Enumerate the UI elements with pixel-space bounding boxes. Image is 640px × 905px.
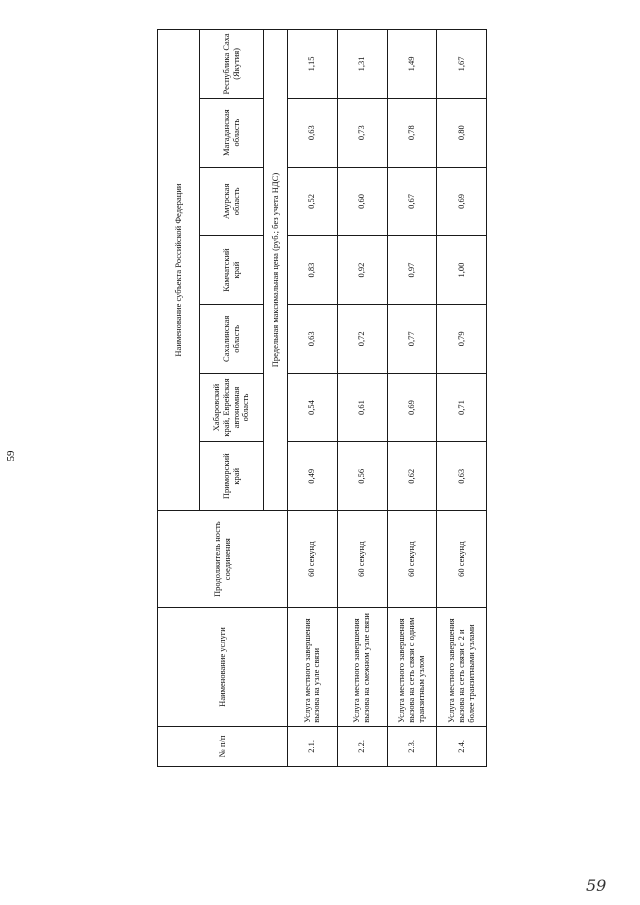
col-header-duration: Продолжитель ность соединения <box>158 511 288 608</box>
price-cell: 0,63 <box>288 98 338 167</box>
row-duration: 60 секунд <box>288 511 338 608</box>
region-header: Амурская область <box>200 167 264 236</box>
price-cell: 0,49 <box>288 442 338 511</box>
handwritten-page-number: 59 <box>586 876 607 895</box>
region-header: Магаданская область <box>200 98 264 167</box>
price-cell: 0,63 <box>437 442 487 511</box>
price-header: Предельная максимальная цена (руб.; без учета НДС) <box>264 30 288 511</box>
rotated-table-container <box>157 29 487 767</box>
price-cell: 1,49 <box>387 30 437 99</box>
row-number: 2.4. <box>437 726 487 766</box>
row-duration: 60 секунд <box>437 511 487 608</box>
table-row <box>288 30 338 767</box>
page-number: 59 <box>5 450 17 462</box>
table-row <box>337 30 387 767</box>
price-cell: 0,78 <box>387 98 437 167</box>
price-cell: 0,54 <box>288 373 338 442</box>
price-cell: 0,77 <box>387 304 437 373</box>
price-cell: 0,69 <box>437 167 487 236</box>
row-duration: 60 секунд <box>337 511 387 608</box>
row-duration: 60 секунд <box>387 511 437 608</box>
price-cell: 0,67 <box>387 167 437 236</box>
price-cell: 0,83 <box>288 236 338 305</box>
row-number: 2.3. <box>387 726 437 766</box>
price-cell: 0,71 <box>437 373 487 442</box>
table-row <box>437 30 487 767</box>
price-cell: 0,69 <box>387 373 437 442</box>
price-cell: 1,31 <box>337 30 387 99</box>
row-service: Услуга местного завершения вызова на узле связи <box>288 608 338 726</box>
tariff-table <box>157 29 487 767</box>
price-cell: 0,56 <box>337 442 387 511</box>
region-header: Приморский край <box>200 442 264 511</box>
region-header: Сахалинская область <box>200 304 264 373</box>
price-cell: 0,79 <box>437 304 487 373</box>
row-number: 2.1. <box>288 726 338 766</box>
price-cell: 0,61 <box>337 373 387 442</box>
price-cell: 0,92 <box>337 236 387 305</box>
row-service: Услуга местного завершения вызова на смежном узле связи <box>337 608 387 726</box>
row-service: Услуга местного завершения вызова на сеть связи с одним транзитным узлом <box>387 608 437 726</box>
price-cell: 0,62 <box>387 442 437 511</box>
price-cell: 1,00 <box>437 236 487 305</box>
region-header: Камчатский край <box>200 236 264 305</box>
row-service: Услуга местного завершения вызова на сеть связи с 2 и более транзитными узлами <box>437 608 487 726</box>
price-cell: 1,15 <box>288 30 338 99</box>
price-cell: 1,67 <box>437 30 487 99</box>
region-header: Хабаровский край, Еврейская автономная область <box>200 373 264 442</box>
price-cell: 0,97 <box>387 236 437 305</box>
col-header-subject: Наименование субъекта Российской Федерации <box>158 30 200 511</box>
price-cell: 0,60 <box>337 167 387 236</box>
table-row <box>387 30 437 767</box>
col-header-number: № п/п <box>158 726 288 766</box>
region-header: Республика Саха (Якутия) <box>200 30 264 99</box>
price-cell: 0,72 <box>337 304 387 373</box>
row-number: 2.2. <box>337 726 387 766</box>
price-cell: 0,73 <box>337 98 387 167</box>
col-header-service: Наименование услуги <box>158 608 288 726</box>
price-cell: 0,52 <box>288 167 338 236</box>
price-cell: 0,63 <box>288 304 338 373</box>
price-cell: 0,80 <box>437 98 487 167</box>
